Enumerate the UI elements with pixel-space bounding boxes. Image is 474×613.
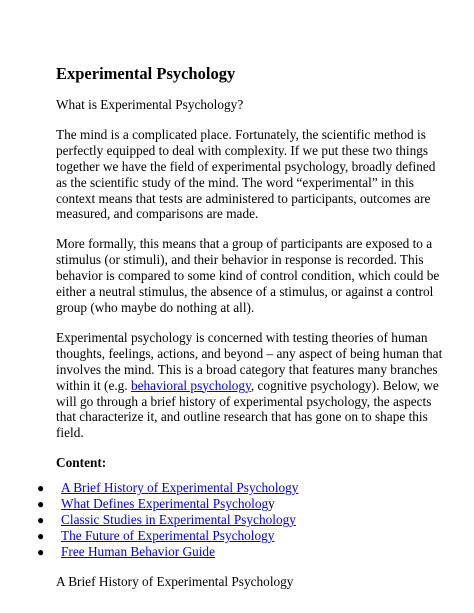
paragraph-line: that characterize it, and outline research that has gone on to shape this [56, 409, 428, 425]
contents-entry [61, 544, 215, 560]
paragraph-text: , cognitive psychology). Below, we [250, 377, 439, 393]
paragraph-line [56, 377, 439, 394]
paragraph-line: will go through a brief history of experimental psychology, the aspects [56, 393, 432, 409]
document-title: Experimental Psychology [56, 64, 236, 83]
contents-entry [61, 496, 275, 512]
contents-heading: Content: [56, 455, 107, 471]
paragraph-scope [56, 329, 443, 441]
paragraph-text: within it (e.g. [56, 377, 131, 393]
paragraph-line: More formally, this means that a group of participants are exposed to a [56, 236, 433, 252]
paragraph-line: perfectly equipped to deal with complexity. If we put these two things [56, 142, 429, 158]
paragraph-line: thoughts, feelings, actions, and beyond – any aspect of being human that [56, 345, 443, 361]
paragraph-formal-definition [56, 236, 440, 316]
paragraph-line: context means that tests are administered to participants, outcomes are [56, 190, 431, 206]
list-item [37, 480, 431, 496]
bullet-icon: ● [37, 513, 45, 528]
contents-link-classic-studies[interactable]: Classic Studies in Experimental Psychology [61, 512, 296, 528]
contents-entry [61, 528, 274, 544]
paragraph-line: field. [56, 425, 84, 441]
document-subtitle: What is Experimental Psychology? [56, 97, 244, 112]
section-heading-brief-history: A Brief History of Experimental Psychology [56, 574, 294, 590]
paragraph-line: measured, and comparisons are made. [56, 206, 259, 222]
list-item [37, 544, 431, 560]
contents-list [37, 480, 431, 560]
bullet-icon: ● [37, 481, 45, 496]
list-item [37, 496, 431, 512]
behavioral-psychology-link[interactable]: behavioral psychology [130, 377, 251, 393]
contents-link-behavior-guide[interactable]: Free Human Behavior Guide [61, 544, 215, 560]
contents-entry [61, 512, 296, 528]
document-body [37, 64, 443, 590]
list-item [37, 528, 431, 544]
paragraph-line: as the scientific study of the mind. The word “experimental” in this [56, 174, 414, 190]
paragraph-line: behavior is compared to some kind of control condition, which could be [56, 268, 440, 284]
paragraph-line: stimulus (or stimuli), and their behavior in response is recorded. This [56, 252, 424, 268]
paragraph-line: together we have the field of experimental psychology, broadly defined [56, 158, 436, 174]
contents-entry [61, 480, 298, 496]
contents-suffix: y [268, 496, 275, 512]
paragraph-line: Experimental psychology is concerned with testing theories of human [56, 329, 428, 345]
paragraph-line: The mind is a complicated place. Fortunately, the scientific method is [56, 126, 426, 142]
list-item [37, 512, 431, 528]
contents-link-what-defines[interactable]: What Defines Experimental Psycholog [61, 496, 269, 512]
paragraph-line: group (who maybe do nothing at all). [56, 299, 255, 315]
bullet-icon: ● [37, 497, 45, 512]
contents-link-future[interactable]: The Future of Experimental Psychology [61, 528, 275, 544]
paragraph-line: involves the mind. This is a broad category that features many branches [56, 361, 438, 377]
bullet-icon: ● [37, 545, 45, 560]
paragraph-intro [56, 126, 436, 222]
paragraph-line: either a neutral stimulus, the absence of a stimulus, or against a control [56, 284, 434, 300]
bullet-icon: ● [37, 529, 45, 544]
contents-link-brief-history[interactable]: A Brief History of Experimental Psychology [61, 480, 299, 496]
